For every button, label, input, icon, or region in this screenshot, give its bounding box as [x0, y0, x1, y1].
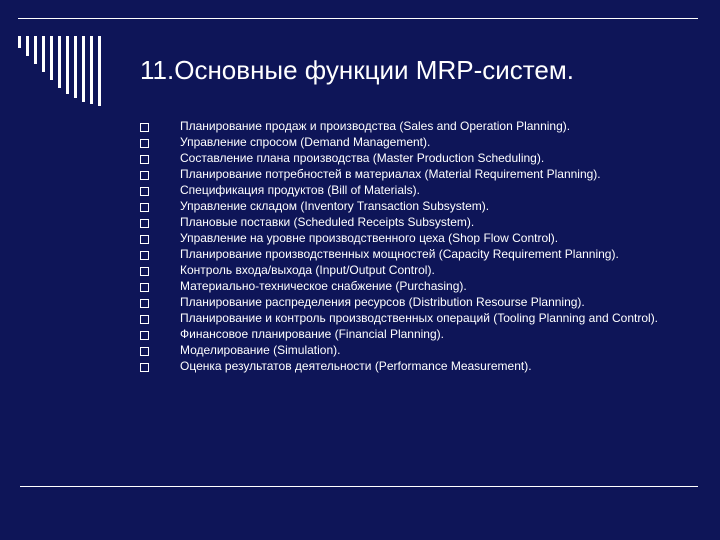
slide-title: 11.Основные функции MRP-систем.	[140, 55, 574, 86]
list-item	[140, 232, 680, 245]
list-item-text: Спецификация продуктов (Bill of Materials).	[180, 183, 420, 197]
decorative-bars	[0, 0, 130, 110]
hollow-square-icon	[140, 123, 149, 132]
hollow-square-icon	[140, 363, 149, 372]
hollow-square-icon	[140, 267, 149, 276]
hollow-square-icon	[140, 347, 149, 356]
list-item	[140, 328, 680, 341]
hollow-square-icon	[140, 315, 149, 324]
list-item	[140, 312, 680, 325]
list-item-text: Планирование производственных мощностей (Capacity Requirement Planning).	[180, 247, 619, 261]
list-item-text: Плановые поставки (Scheduled Receipts Subsystem).	[180, 215, 475, 229]
list-item-text: Оценка результатов деятельности (Performance Measurement).	[180, 359, 532, 373]
hollow-square-icon	[140, 251, 149, 260]
list-item-text: Финансовое планирование (Financial Planning).	[180, 327, 444, 341]
hollow-square-icon	[140, 235, 149, 244]
list-item	[140, 264, 680, 277]
list-item-text: Контроль входа/выхода (Input/Output Control).	[180, 263, 435, 277]
top-divider-line	[18, 18, 698, 19]
list-item	[140, 216, 680, 229]
list-item-text: Планирование и контроль производственных операций (Tooling Planning and Control).	[180, 311, 659, 325]
hollow-square-icon	[140, 155, 149, 164]
hollow-square-icon	[140, 283, 149, 292]
list-item-text: Управление спросом (Demand Management).	[180, 135, 431, 149]
decorative-bar	[34, 36, 37, 64]
hollow-square-icon	[140, 299, 149, 308]
decorative-bar	[98, 36, 101, 106]
list-item	[140, 152, 680, 165]
list-item	[140, 168, 680, 181]
list-item-text: Планирование распределения ресурсов (Distribution Resourse Planning).	[180, 295, 585, 309]
decorative-bar	[58, 36, 61, 88]
hollow-square-icon	[140, 187, 149, 196]
decorative-bar	[82, 36, 85, 102]
list-item-text: Управление на уровне производственного цеха (Shop Flow Control).	[180, 231, 559, 245]
decorative-bar	[90, 36, 93, 104]
list-item	[140, 120, 680, 133]
hollow-square-icon	[140, 219, 149, 228]
list-item-text: Моделирование (Simulation).	[180, 343, 341, 357]
list-item-text: Управление складом (Inventory Transaction Subsystem).	[180, 199, 490, 213]
bottom-divider-line	[20, 486, 698, 487]
hollow-square-icon	[140, 171, 149, 180]
decorative-bar	[42, 36, 45, 72]
hollow-square-icon	[140, 203, 149, 212]
list-item-text: Планирование продаж и производства (Sales and Operation Planning).	[180, 119, 571, 133]
list-item	[140, 136, 680, 149]
decorative-bar	[74, 36, 77, 98]
bullet-list	[140, 120, 680, 376]
decorative-bar	[66, 36, 69, 94]
decorative-bar	[50, 36, 53, 80]
hollow-square-icon	[140, 331, 149, 340]
list-item	[140, 360, 680, 373]
list-item	[140, 248, 680, 261]
list-item	[140, 280, 680, 293]
hollow-square-icon	[140, 139, 149, 148]
list-item	[140, 344, 680, 357]
decorative-bar	[26, 36, 29, 56]
list-item-text: Материально-техническое снабжение (Purchasing).	[180, 279, 467, 293]
decorative-bar	[18, 36, 21, 48]
list-item	[140, 184, 680, 197]
list-item-text: Составление плана производства (Master Production Scheduling).	[180, 151, 545, 165]
list-item	[140, 296, 680, 309]
list-item-text: Планирование потребностей в материалах (Material Requirement Planning).	[180, 167, 601, 181]
list-item	[140, 200, 680, 213]
